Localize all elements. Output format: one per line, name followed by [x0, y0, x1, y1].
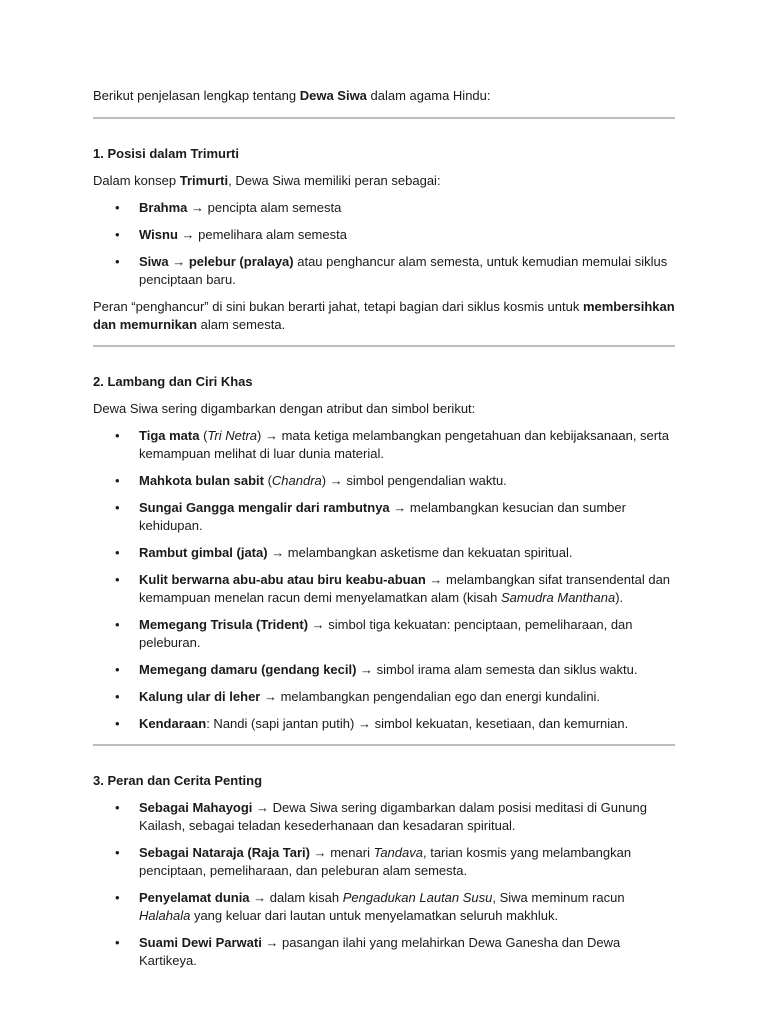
- list-item: [93, 226, 675, 244]
- list-item: [93, 715, 675, 733]
- item-bold: Mahkota bulan sabit: [139, 473, 264, 488]
- bullet-icon: •: [115, 890, 120, 905]
- closing-text-end: alam semesta.: [197, 317, 286, 332]
- item-bold: Rambut gimbal (jata): [139, 545, 268, 560]
- intro-text: Berikut penjelasan lengkap tentang: [93, 88, 300, 103]
- item-text: (: [263, 473, 272, 488]
- list-item: [93, 253, 675, 289]
- list-item: [93, 472, 675, 490]
- item-italic-2: Halahala: [139, 908, 191, 923]
- section-title-lambang: 2. Lambang dan Ciri Khas: [93, 374, 253, 389]
- item-bold: Kulit berwarna abu-abu atau biru keabu-abuan: [139, 572, 426, 587]
- item-italic: Tandava: [373, 845, 423, 860]
- bullet-icon: •: [115, 473, 120, 488]
- item-text: → melambangkan asketisme dan kekuatan spiritual.: [267, 545, 573, 560]
- bullet-icon: •: [115, 716, 120, 731]
- item-text-2: ) → mata ketiga melambangkan pengetahuan dan kebijaksanaan, serta kemampuan melihat di luar dunia material.: [139, 428, 669, 461]
- lead-bold: Trimurti: [179, 173, 229, 188]
- section-closing-trimurti: [93, 298, 675, 334]
- item-bold: Penyelamat dunia: [139, 890, 250, 905]
- item-bold: Brahma: [139, 200, 188, 215]
- item-text-2: , Siwa meminum racun: [492, 890, 625, 905]
- item-text: → melambangkan pengendalian ego dan energi kundalini.: [260, 689, 601, 704]
- section-lambang: [93, 347, 675, 733]
- list-item: [93, 844, 675, 880]
- item-text: → simbol tiga kekuatan: penciptaan, pemeliharaan, dan peleburan.: [139, 617, 633, 650]
- list-item: [93, 799, 675, 835]
- item-text-2: ).: [615, 590, 624, 605]
- bullet-icon: •: [115, 254, 120, 269]
- list-item: [93, 889, 675, 925]
- item-text-2: atau penghancur alam semesta, untuk kemudian memulai siklus penciptaan baru.: [139, 254, 668, 287]
- item-italic: Samudra Manthana: [501, 590, 616, 605]
- trimurti-list: [93, 199, 675, 289]
- list-item: [93, 616, 675, 652]
- bullet-icon: •: [115, 689, 120, 704]
- item-bold: Sebagai Mahayogi: [139, 800, 253, 815]
- item-text: → melambangkan sifat transendental dan kemampuan menelan racun demi menyelamatkan alam (kisah: [139, 572, 671, 605]
- bullet-icon: •: [115, 227, 120, 242]
- bullet-icon: •: [115, 200, 120, 215]
- list-item: [93, 688, 675, 706]
- peran-list: [93, 799, 675, 970]
- section-lead-lambang: Dewa Siwa sering digambarkan dengan atribut dan simbol berikut:: [93, 401, 476, 416]
- bullet-icon: •: [115, 662, 120, 677]
- list-item: [93, 199, 675, 217]
- list-item: [93, 661, 675, 679]
- lambang-list: [93, 427, 675, 733]
- item-text: → menari: [310, 845, 374, 860]
- intro-paragraph: [93, 87, 675, 105]
- bullet-icon: •: [115, 500, 120, 515]
- item-bold: Wisnu: [139, 227, 178, 242]
- item-bold: Sebagai Nataraja (Raja Tari): [139, 845, 310, 860]
- item-bold: Suami Dewi Parwati: [139, 935, 262, 950]
- bullet-icon: •: [115, 545, 120, 560]
- list-item: [93, 571, 675, 607]
- section-trimurti: [93, 119, 675, 334]
- item-italic: Tri Netra: [207, 428, 258, 443]
- item-text: : Nandi (sapi jantan putih) → simbol kekuatan, kesetiaan, dan kemurnian.: [206, 716, 629, 731]
- section-title-trimurti: 1. Posisi dalam Trimurti: [93, 146, 239, 161]
- item-bold: Siwa: [139, 254, 169, 269]
- item-bold: Sungai Gangga mengalir dari rambutnya: [139, 500, 390, 515]
- item-text: → pasangan ilahi yang melahirkan Dewa Ganesha dan Dewa Kartikeya.: [139, 935, 621, 968]
- item-bold: Kendaraan: [139, 716, 207, 731]
- item-bold: Memegang Trisula (Trident): [139, 617, 309, 632]
- item-italic: Chandra: [271, 473, 322, 488]
- section-title-peran: 3. Peran dan Cerita Penting: [93, 773, 263, 788]
- intro-bold: Dewa Siwa: [299, 88, 367, 103]
- item-bold: Tiga mata: [139, 428, 200, 443]
- item-text-2: , tarian kosmis yang melambangkan penciptaan, pemeliharaan, dan peleburan alam semesta.: [139, 845, 632, 878]
- item-text: → pencipta alam semesta: [187, 200, 342, 215]
- item-text: →: [168, 254, 189, 269]
- item-text: (: [199, 428, 208, 443]
- section-peran: [93, 746, 675, 970]
- bullet-icon: •: [115, 572, 120, 587]
- item-text: → pemelihara alam semesta: [177, 227, 347, 242]
- bullet-icon: •: [115, 617, 120, 632]
- list-item: [93, 499, 675, 535]
- section-lead-trimurti: [93, 172, 675, 190]
- item-text: → simbol irama alam semesta dan siklus waktu.: [356, 662, 638, 677]
- lead-text: Dalam konsep: [93, 173, 180, 188]
- item-text: → dalam kisah: [249, 890, 343, 905]
- list-item: [93, 934, 675, 970]
- item-text-2: ) → simbol pengendalian waktu.: [321, 473, 507, 488]
- closing-bold: membersihkan dan memurnikan: [93, 299, 675, 332]
- bullet-icon: •: [115, 935, 120, 950]
- closing-text: Peran “penghancur” di sini bukan berarti jahat, tetapi bagian dari siklus kosmis untuk: [93, 299, 583, 314]
- item-bold: Kalung ular di leher: [139, 689, 261, 704]
- item-bold-2: pelebur (pralaya): [188, 254, 294, 269]
- lead-text-end: , Dewa Siwa memiliki peran sebagai:: [228, 173, 441, 188]
- bullet-icon: •: [115, 800, 120, 815]
- list-item: [93, 427, 675, 463]
- item-text: → melambangkan kesucian dan sumber kehidupan.: [139, 500, 626, 533]
- item-italic: Pengadukan Lautan Susu: [342, 890, 493, 905]
- intro-text-end: dalam agama Hindu:: [366, 88, 491, 103]
- item-bold: Memegang damaru (gendang kecil): [139, 662, 357, 677]
- list-item: [93, 544, 675, 562]
- bullet-icon: •: [115, 845, 120, 860]
- item-text: → Dewa Siwa sering digambarkan dalam posisi meditasi di Gunung Kailash, sebagai teladan kesederhanaan dan kesadaran spiritual.: [139, 800, 647, 833]
- item-text-3: yang keluar dari lautan untuk menyelamatkan seluruh makhluk.: [190, 908, 559, 923]
- bullet-icon: •: [115, 428, 120, 443]
